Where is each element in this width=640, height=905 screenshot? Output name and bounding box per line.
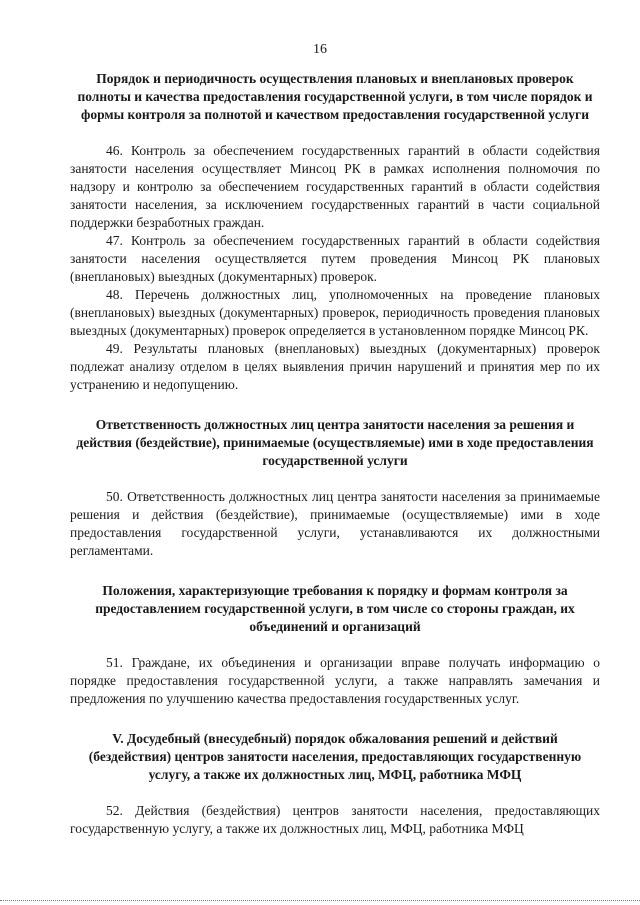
paragraph-47: 47. Контроль за обеспечением государственных гарантий в области содействия занятости населения осуществляется путем проведения Минсоц РК плановых (внеплановых) выездных (документарных) проверок. (70, 233, 600, 284)
section-heading-control-requirements: Положения, характеризующие требования к порядку и формам контроля за предоставлением государственной услуги, в том числе со стороны граждан, их объединений и организаций (95, 583, 575, 634)
section-heading-responsibility: Ответственность должностных лиц центра занятости населения за решения и действия (бездействие), принимаемые (осуществляемые) ими в ходе предоставления государственной услуги (76, 417, 594, 468)
section-heading-inspections: Порядок и периодичность осуществления плановых и внеплановых проверок полноты и качества предоставления государственной услуги, в том числе порядок и формы контроля за полнотой и качеством предоставления государственной услуги (77, 71, 593, 122)
document-body (70, 70, 600, 838)
paragraph-49: 49. Результаты плановых (внеплановых) выездных (документарных) проверок подлежат анализу отделом в целях выявления причин нарушений и принятия мер по их устранению и недопущению. (70, 341, 600, 392)
paragraph-51: 51. Граждане, их объединения и организации вправе получать информацию о порядке предоставления государственной услуги, а также направлять замечания и предложения по улучшению качества предоставления государственных услуг. (70, 655, 600, 706)
bottom-border (0, 900, 640, 901)
paragraph-50: 50. Ответственность должностных лиц центра занятости населения за принимаемые решения и действия (бездействие), принимаемые (осуществляемые) ими в ходе предоставления государственной услуги, устанавливаются их должностными регламентами. (70, 489, 600, 558)
section-heading-appeal: V. Досудебный (внесудебный) порядок обжалования решений и действий (бездействия) центров занятости населения, предоставляющих государственную услугу, а также их должностных лиц, МФЦ, работника МФЦ (88, 731, 582, 782)
page-number: 16 (313, 42, 327, 57)
paragraph-48: 48. Перечень должностных лиц, уполномоченных на проведение плановых (внеплановых) выездных (документарных) проверок, периодичность проведения плановых выездных (документарных) проверок определяется в установленном порядке Минсоц РК. (70, 287, 600, 338)
paragraph-46: 46. Контроль за обеспечением государственных гарантий в области содействия занятости населения осуществляет Минсоц РК в рамках исполнения полномочия по надзору и контролю за обеспечением государственных гарантий в области содействия занятости населения, за исключением государственных гарантий в части социальной поддержки безработных граждан. (70, 143, 600, 230)
paragraph-52: 52. Действия (бездействия) центров занятости населения, предоставляющих государственную услугу, а также их должностных лиц, МФЦ, работника МФЦ (70, 803, 600, 836)
